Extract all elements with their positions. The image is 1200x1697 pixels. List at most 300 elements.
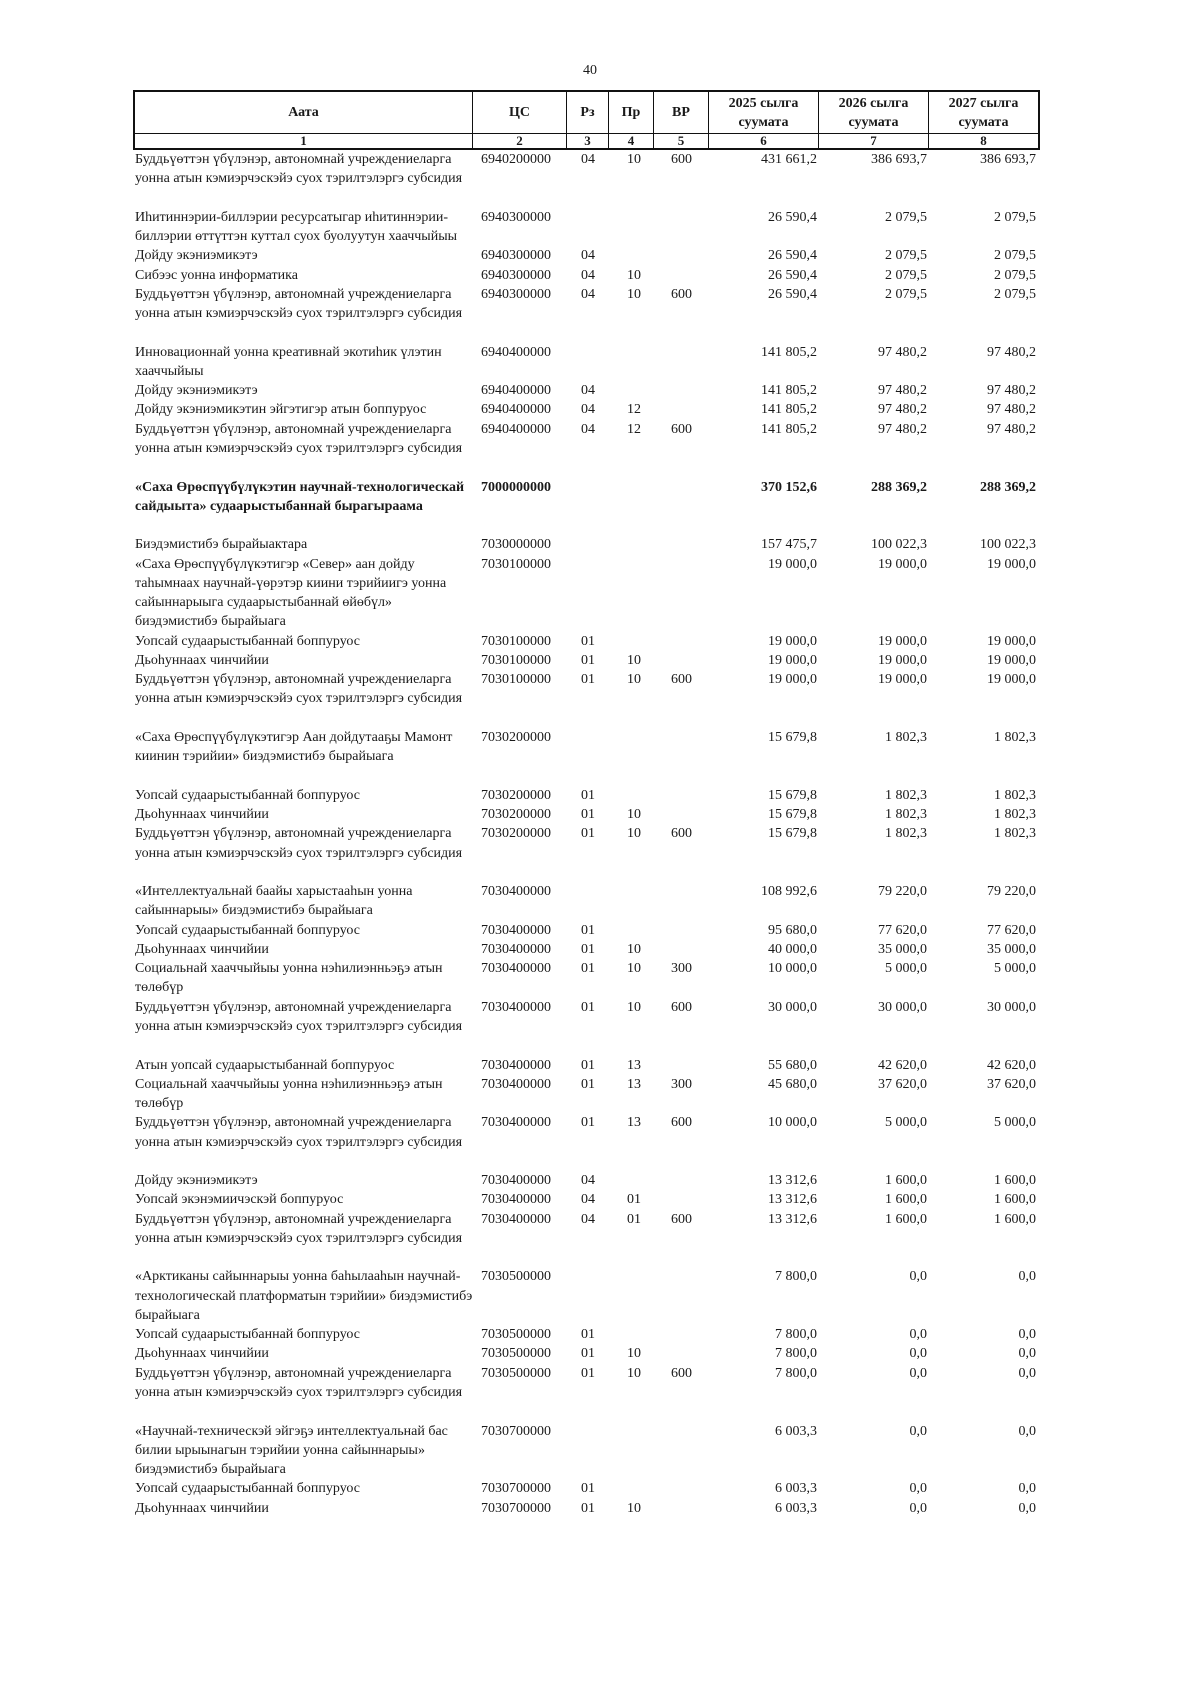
table-row: [133, 246, 1040, 265]
subsection-code-cell: 10: [627, 826, 641, 842]
expense-type-cell: 300: [671, 1076, 692, 1092]
subsection-code-cell: 01: [627, 1211, 641, 1227]
row-name-cell: «Саха Өрөспүүбүлүкэтигэр «Север» аан дойду таһымнаах научнай-үөрэтэр киини тэрийиигэ уонна сайыннарыыга судаарыстыбаннай өйөбүл» биэдэмистибэ бырайыага: [135, 556, 447, 630]
section-code-cell: 01: [581, 1346, 595, 1362]
subsection-code-cell: [609, 208, 654, 247]
target-code-cell: 7030100000: [481, 652, 551, 668]
amount-2027-cell: 1 802,3: [994, 787, 1036, 803]
amount-2026-cell: 2 079,5: [885, 267, 927, 283]
row-name-cell: Дьоһуннаах чинчийии: [135, 1500, 269, 1516]
table-row: [133, 420, 1040, 478]
section-code-cell: 01: [581, 961, 595, 977]
table-row: [133, 1171, 1040, 1190]
expense-type-cell: [654, 1190, 709, 1209]
target-code-cell: 6940400000: [481, 402, 551, 418]
row-name-cell: Социальнай хааччыйыы уонна нэһилиэнньэҕэ атын төлөбүр: [135, 1076, 443, 1112]
amount-2026-cell: 0,0: [909, 1365, 927, 1381]
amount-2026-cell: 0,0: [909, 1500, 927, 1516]
expense-type-cell: [654, 400, 709, 419]
amount-2027-cell: 1 802,3: [994, 729, 1036, 745]
row-name-cell: Дойду экэниэмикэтэ: [135, 1173, 258, 1189]
table-row: [133, 824, 1040, 882]
row-name-cell: Биэдэмистибэ бырайыактара: [135, 537, 308, 553]
amount-2027-cell: 1 600,0: [994, 1173, 1036, 1189]
amount-2025-cell: 10 000,0: [768, 961, 817, 977]
table-row: [133, 1344, 1040, 1363]
amount-2026-cell: 1 802,3: [885, 807, 927, 823]
subsection-code-cell: [609, 1267, 654, 1325]
table-row: [133, 150, 1040, 208]
expense-type-cell: 600: [671, 672, 692, 688]
amount-2026-cell: 2 079,5: [885, 209, 927, 225]
target-code-cell: 7030400000: [481, 961, 551, 977]
amount-2026-cell: 79 220,0: [878, 884, 927, 900]
expense-type-cell: [654, 1325, 709, 1344]
expense-type-cell: [654, 1267, 709, 1325]
table-row: [133, 940, 1040, 959]
row-name-cell: «Научнай-техническэй эйгэҕэ интеллектуальнай бас билии ырыынагын тэрийии уонна сайыннарыы» биэдэмистибэ бырайыага: [135, 1423, 448, 1478]
expense-type-cell: [654, 1171, 709, 1190]
target-code-cell: 6940200000: [481, 152, 551, 167]
column-number: 5: [654, 134, 709, 150]
amount-2026-cell: 19 000,0: [878, 633, 927, 649]
row-name-cell: Буддьүөттэн үбүлэнэр, автономнай учреждениеларга уонна атын кэмиэрчэскэйэ суох тэрилтэлэргэ субсидия: [135, 1365, 463, 1401]
header-2026: 2026 сылга суумата: [819, 90, 929, 134]
section-code-cell: [567, 208, 609, 247]
table-row: [133, 381, 1040, 400]
amount-2027-cell: 35 000,0: [987, 941, 1036, 957]
amount-2026-cell: 97 480,2: [878, 421, 927, 437]
row-name-cell: Буддьүөттэн үбүлэнэр, автономнай учреждениеларга уонна атын кэмиэрчэскэйэ суох тэрилтэлэргэ субсидия: [135, 1211, 463, 1246]
row-name-cell: «Саха Өрөспүүбүлүкэтин научнай-технологическай сайдыыта» судаарыстыбаннай бырагыраама: [135, 479, 465, 514]
target-code-cell: 6940400000: [481, 344, 551, 360]
subsection-code-cell: 10: [627, 267, 641, 283]
expense-type-cell: [654, 1056, 709, 1075]
amount-2026-cell: 288 369,2: [871, 479, 927, 495]
table-row: [133, 786, 1040, 805]
amount-2025-cell: 13 312,6: [768, 1192, 817, 1208]
expense-type-cell: [654, 786, 709, 805]
row-name-cell: Уопсай судаарыстыбаннай боппуруос: [135, 633, 360, 649]
amount-2026-cell: 5 000,0: [885, 1115, 927, 1131]
table-row: [133, 208, 1040, 247]
row-name-cell: Дойду экэниэмикэтэ: [135, 383, 258, 399]
subsection-code-cell: [609, 786, 654, 805]
amount-2027-cell: 97 480,2: [987, 402, 1036, 418]
row-name-cell: Буддьүөттэн үбүлэнэр, автономнай учреждениеларга уонна атын кэмиэрчэскэйэ суох тэрилтэлэргэ субсидия: [135, 826, 463, 861]
row-name-cell: Инновационнай уонна креативнай экотиһик үлэтин хааччыйыы: [135, 344, 442, 379]
subsection-code-cell: 12: [627, 402, 641, 418]
target-code-cell: 6940300000: [481, 248, 551, 264]
expense-type-cell: [654, 1499, 709, 1518]
expense-type-cell: [654, 1344, 709, 1363]
section-code-cell: 01: [581, 1327, 595, 1343]
subsection-code-cell: [609, 478, 654, 536]
subsection-code-cell: [609, 555, 654, 632]
row-name-cell: «Интеллектуальнай баайы харыстааһын уонна сайыннарыы» биэдэмистибэ бырайыага: [135, 884, 413, 919]
table-row: [133, 651, 1040, 670]
column-number: 7: [819, 134, 929, 150]
amount-2027-cell: 5 000,0: [994, 961, 1036, 977]
row-name-cell: Дьоһуннаах чинчийии: [135, 807, 269, 823]
amount-2026-cell: 0,0: [909, 1269, 927, 1285]
target-code-cell: 7030400000: [481, 1115, 551, 1131]
table-row: [133, 805, 1040, 824]
target-code-cell: 7030400000: [481, 884, 551, 900]
section-code-cell: [567, 555, 609, 632]
target-code-cell: 7030500000: [481, 1327, 551, 1343]
row-name-cell: Буддьүөттэн үбүлэнэр, автономнай учреждениеларга уонна атын кэмиэрчэскэйэ суох тэрилтэлэргэ субсидия: [135, 286, 463, 322]
subsection-code-cell: [609, 381, 654, 400]
amount-2025-cell: 26 590,4: [768, 248, 817, 264]
amount-2025-cell: 10 000,0: [768, 1115, 817, 1131]
target-code-cell: 7030500000: [481, 1346, 551, 1362]
target-code-cell: 7000000000: [481, 479, 551, 495]
amount-2025-cell: 45 680,0: [768, 1076, 817, 1092]
row-name-cell: Буддьүөттэн үбүлэнэр, автономнай учреждениеларга уонна атын кэмиэрчэскэйэ суох тэрилтэлэргэ субсидия: [135, 152, 463, 187]
amount-2025-cell: 7 800,0: [775, 1269, 817, 1285]
amount-2026-cell: 100 022,3: [871, 537, 927, 553]
subsection-code-cell: 10: [627, 672, 641, 688]
section-code-cell: [567, 882, 609, 921]
amount-2025-cell: 6 003,3: [775, 1423, 817, 1439]
amount-2025-cell: 26 590,4: [768, 286, 817, 302]
amount-2026-cell: 1 802,3: [885, 826, 927, 842]
amount-2025-cell: 13 312,6: [768, 1173, 817, 1189]
amount-2025-cell: 141 805,2: [761, 421, 817, 437]
table-row: [133, 285, 1040, 343]
table-row: [133, 1056, 1040, 1075]
amount-2027-cell: 19 000,0: [987, 672, 1036, 688]
target-code-cell: 7030400000: [481, 941, 551, 957]
column-number: 1: [133, 134, 473, 150]
row-name-cell: Уопсай экэнэмиичэскэй боппуруос: [135, 1192, 344, 1208]
amount-2025-cell: 19 000,0: [768, 556, 817, 572]
section-code-cell: 04: [581, 1211, 595, 1227]
subsection-code-cell: 10: [627, 1365, 641, 1381]
subsection-code-cell: 10: [627, 961, 641, 977]
target-code-cell: 7030400000: [481, 1076, 551, 1092]
amount-2026-cell: 42 620,0: [878, 1057, 927, 1073]
column-number: 6: [709, 134, 819, 150]
amount-2026-cell: 97 480,2: [878, 344, 927, 360]
header-rz: Рз: [567, 90, 609, 134]
amount-2027-cell: 0,0: [1018, 1269, 1036, 1285]
section-code-cell: 04: [581, 286, 595, 302]
target-code-cell: 7030200000: [481, 787, 551, 803]
amount-2025-cell: 55 680,0: [768, 1057, 817, 1073]
section-code-cell: 04: [581, 1173, 595, 1189]
table-body: [133, 150, 1040, 1518]
amount-2025-cell: 7 800,0: [775, 1365, 817, 1381]
section-code-cell: 01: [581, 787, 595, 803]
amount-2027-cell: 1 802,3: [994, 807, 1036, 823]
amount-2026-cell: 97 480,2: [878, 383, 927, 399]
table-row: [133, 1422, 1040, 1480]
subsection-code-cell: 10: [627, 1500, 641, 1516]
table-row: [133, 728, 1040, 786]
table-row: [133, 535, 1040, 554]
subsection-code-cell: 10: [627, 1346, 641, 1362]
amount-2027-cell: 2 079,5: [994, 267, 1036, 283]
row-name-cell: «Арктиканы сайыннарыы уонна баһылааһын научнай-технологическай платформатын тэрийии» биэдэмистибэ бырайыага: [135, 1269, 473, 1323]
expense-type-cell: [654, 1422, 709, 1480]
section-code-cell: 01: [581, 807, 595, 823]
target-code-cell: 7030200000: [481, 729, 551, 745]
table-row: [133, 1499, 1040, 1518]
target-code-cell: 7030400000: [481, 1192, 551, 1208]
amount-2027-cell: 0,0: [1018, 1500, 1036, 1516]
subsection-code-cell: 10: [627, 941, 641, 957]
table-row: [133, 1325, 1040, 1344]
subsection-code-cell: 10: [627, 999, 641, 1015]
expense-type-cell: [654, 478, 709, 536]
amount-2025-cell: 370 152,6: [761, 479, 817, 495]
section-code-cell: 04: [581, 248, 595, 264]
amount-2026-cell: 386 693,7: [871, 152, 927, 167]
header-vr: ВР: [654, 90, 709, 134]
amount-2027-cell: 0,0: [1018, 1346, 1036, 1362]
amount-2027-cell: 0,0: [1018, 1423, 1036, 1439]
amount-2025-cell: 19 000,0: [768, 652, 817, 668]
expense-type-cell: [654, 246, 709, 265]
amount-2026-cell: 77 620,0: [878, 922, 927, 938]
amount-2025-cell: 141 805,2: [761, 383, 817, 399]
amount-2026-cell: 37 620,0: [878, 1076, 927, 1092]
section-code-cell: 04: [581, 402, 595, 418]
target-code-cell: 6940400000: [481, 421, 551, 437]
expense-type-cell: [654, 266, 709, 285]
target-code-cell: 7030100000: [481, 556, 551, 572]
table-row: [133, 478, 1040, 536]
amount-2027-cell: 19 000,0: [987, 556, 1036, 572]
row-name-cell: Буддьүөттэн үбүлэнэр, автономнай учреждениеларга уонна атын кэмиэрчэскэйэ суох тэрилтэлэргэ субсидия: [135, 672, 463, 707]
target-code-cell: 7030400000: [481, 922, 551, 938]
table-row: [133, 1190, 1040, 1209]
subsection-code-cell: [609, 1422, 654, 1480]
section-code-cell: [567, 343, 609, 382]
section-code-cell: [567, 535, 609, 554]
section-code-cell: 01: [581, 1115, 595, 1131]
amount-2026-cell: 0,0: [909, 1481, 927, 1497]
table-row: [133, 998, 1040, 1056]
section-code-cell: 04: [581, 267, 595, 283]
expense-type-cell: 600: [671, 421, 692, 437]
amount-2025-cell: 15 679,8: [768, 729, 817, 745]
amount-2026-cell: 2 079,5: [885, 248, 927, 264]
table-row: [133, 343, 1040, 382]
column-number: 8: [929, 134, 1040, 150]
amount-2027-cell: 97 480,2: [987, 421, 1036, 437]
target-code-cell: 6940300000: [481, 267, 551, 283]
amount-2026-cell: 0,0: [909, 1346, 927, 1362]
expense-type-cell: [654, 728, 709, 786]
section-code-cell: 01: [581, 826, 595, 842]
amount-2027-cell: 288 369,2: [980, 479, 1036, 495]
section-code-cell: [567, 728, 609, 786]
row-name-cell: Социальнай хааччыйыы уонна нэһилиэнньэҕэ атын төлөбүр: [135, 961, 443, 996]
header-row: [133, 90, 1040, 134]
subsection-code-cell: [609, 1171, 654, 1190]
subsection-code-cell: 01: [627, 1192, 641, 1208]
amount-2027-cell: 0,0: [1018, 1365, 1036, 1381]
section-code-cell: 01: [581, 1500, 595, 1516]
amount-2027-cell: 97 480,2: [987, 344, 1036, 360]
expense-type-cell: [654, 882, 709, 921]
table-row: [133, 921, 1040, 940]
table-row: [133, 555, 1040, 632]
amount-2027-cell: 1 802,3: [994, 826, 1036, 842]
subsection-code-cell: [609, 246, 654, 265]
amount-2026-cell: 1 600,0: [885, 1173, 927, 1189]
section-code-cell: 01: [581, 652, 595, 668]
expense-type-cell: [654, 381, 709, 400]
section-code-cell: 04: [581, 152, 595, 167]
section-code-cell: [567, 1422, 609, 1480]
section-code-cell: 01: [581, 941, 595, 957]
subsection-code-cell: 10: [627, 152, 641, 167]
row-name-cell: Уопсай судаарыстыбаннай боппуруос: [135, 1481, 360, 1497]
amount-2027-cell: 1 600,0: [994, 1192, 1036, 1208]
subsection-code-cell: [609, 882, 654, 921]
row-name-cell: «Саха Өрөспүүбүлүкэтигэр Аан дойдутааҕы Мамонт киинин тэрийии» биэдэмистибэ бырайыага: [135, 729, 453, 765]
amount-2027-cell: 0,0: [1018, 1481, 1036, 1497]
column-number: 4: [609, 134, 654, 150]
target-code-cell: 7030100000: [481, 672, 551, 688]
target-code-cell: 7030000000: [481, 537, 551, 553]
expense-type-cell: [654, 632, 709, 651]
row-name-cell: Сибээс уонна информатика: [135, 267, 298, 283]
subsection-code-cell: 12: [627, 421, 641, 437]
subsection-code-cell: 10: [627, 807, 641, 823]
amount-2025-cell: 40 000,0: [768, 941, 817, 957]
row-name-cell: Уопсай судаарыстыбаннай боппуруос: [135, 1327, 360, 1343]
amount-2025-cell: 7 800,0: [775, 1327, 817, 1343]
section-code-cell: 04: [581, 421, 595, 437]
row-name-cell: Буддьүөттэн үбүлэнэр, автономнай учреждениеларга уонна атын кэмиэрчэскэйэ суох тэрилтэлэргэ субсидия: [135, 1115, 463, 1150]
target-code-cell: 6940300000: [481, 286, 551, 302]
expense-type-cell: [654, 805, 709, 824]
target-code-cell: 7030200000: [481, 807, 551, 823]
subsection-code-cell: [609, 343, 654, 382]
section-code-cell: 01: [581, 922, 595, 938]
table-row: [133, 632, 1040, 651]
row-name-cell: Буддьүөттэн үбүлэнэр, автономнай учреждениеларга уонна атын кэмиэрчэскэйэ суох тэрилтэлэргэ субсидия: [135, 999, 463, 1034]
amount-2026-cell: 19 000,0: [878, 556, 927, 572]
section-code-cell: 01: [581, 633, 595, 649]
amount-2026-cell: 0,0: [909, 1327, 927, 1343]
row-name-cell: Атын уопсай судаарыстыбаннай боппуруос: [135, 1057, 395, 1073]
target-code-cell: 7030700000: [481, 1481, 551, 1497]
amount-2025-cell: 108 992,6: [761, 884, 817, 900]
amount-2025-cell: 6 003,3: [775, 1500, 817, 1516]
section-code-cell: [567, 1267, 609, 1325]
expense-type-cell: [654, 343, 709, 382]
amount-2026-cell: 19 000,0: [878, 672, 927, 688]
amount-2027-cell: 19 000,0: [987, 633, 1036, 649]
section-code-cell: [567, 478, 609, 536]
subsection-code-cell: 13: [627, 1076, 641, 1092]
subsection-code-cell: 13: [627, 1115, 641, 1131]
target-code-cell: 7030500000: [481, 1269, 551, 1285]
table-row: [133, 400, 1040, 419]
header-2027: 2027 сылга суумата: [929, 90, 1040, 134]
target-code-cell: 7030400000: [481, 999, 551, 1015]
amount-2027-cell: 386 693,7: [980, 152, 1036, 167]
row-name-cell: Буддьүөттэн үбүлэнэр, автономнай учреждениеларга уонна атын кэмиэрчэскэйэ суох тэрилтэлэргэ субсидия: [135, 421, 463, 456]
amount-2025-cell: 157 475,7: [761, 537, 817, 553]
table-row: [133, 1479, 1040, 1498]
amount-2027-cell: 2 079,5: [994, 286, 1036, 302]
table-row: [133, 882, 1040, 921]
subsection-code-cell: [609, 535, 654, 554]
subsection-code-cell: [609, 1325, 654, 1344]
amount-2025-cell: 19 000,0: [768, 672, 817, 688]
amount-2025-cell: 26 590,4: [768, 209, 817, 225]
section-code-cell: 01: [581, 672, 595, 688]
expense-type-cell: 600: [671, 286, 692, 302]
table-row: [133, 1267, 1040, 1325]
column-number: 3: [567, 134, 609, 150]
table-row: [133, 1075, 1040, 1114]
amount-2025-cell: 6 003,3: [775, 1481, 817, 1497]
table-header: [133, 90, 1040, 150]
expense-type-cell: [654, 555, 709, 632]
amount-2026-cell: 1 802,3: [885, 729, 927, 745]
amount-2025-cell: 13 312,6: [768, 1211, 817, 1227]
section-code-cell: 04: [581, 1192, 595, 1208]
amount-2025-cell: 30 000,0: [768, 999, 817, 1015]
amount-2025-cell: 15 679,8: [768, 787, 817, 803]
amount-2025-cell: 141 805,2: [761, 402, 817, 418]
subsection-code-cell: 10: [627, 652, 641, 668]
subsection-code-cell: [609, 632, 654, 651]
header-2025: 2025 сылга суумата: [709, 90, 819, 134]
section-code-cell: 04: [581, 383, 595, 399]
section-code-cell: 01: [581, 1057, 595, 1073]
expense-type-cell: [654, 1479, 709, 1498]
amount-2026-cell: 30 000,0: [878, 999, 927, 1015]
column-number: 2: [473, 134, 567, 150]
amount-2027-cell: 30 000,0: [987, 999, 1036, 1015]
expense-type-cell: [654, 208, 709, 247]
amount-2026-cell: 19 000,0: [878, 652, 927, 668]
amount-2027-cell: 100 022,3: [980, 537, 1036, 553]
amount-2025-cell: 15 679,8: [768, 826, 817, 842]
amount-2026-cell: 0,0: [909, 1423, 927, 1439]
section-code-cell: 01: [581, 1076, 595, 1092]
page-number: 40: [583, 63, 597, 78]
amount-2025-cell: 7 800,0: [775, 1346, 817, 1362]
amount-2026-cell: 1 600,0: [885, 1211, 927, 1227]
target-code-cell: 7030400000: [481, 1173, 551, 1189]
amount-2027-cell: 2 079,5: [994, 209, 1036, 225]
row-name-cell: Дьоһуннаах чинчийии: [135, 652, 269, 668]
amount-2026-cell: 35 000,0: [878, 941, 927, 957]
row-name-cell: Иһитиннэрии-биллэрии ресурсатыгар иһитиннэрии-биллэрии өттүттэн куттал суох буолуутун хааччыйыы: [135, 209, 458, 245]
target-code-cell: 7030700000: [481, 1500, 551, 1516]
amount-2025-cell: 141 805,2: [761, 344, 817, 360]
amount-2025-cell: 95 680,0: [768, 922, 817, 938]
table-row: [133, 959, 1040, 998]
target-code-cell: 7030100000: [481, 633, 551, 649]
expense-type-cell: 600: [671, 826, 692, 842]
column-number-row: [133, 134, 1040, 150]
row-name-cell: Дьоһуннаах чинчийии: [135, 941, 269, 957]
subsection-code-cell: 13: [627, 1057, 641, 1073]
expense-type-cell: 300: [671, 961, 692, 977]
amount-2027-cell: 37 620,0: [987, 1076, 1036, 1092]
